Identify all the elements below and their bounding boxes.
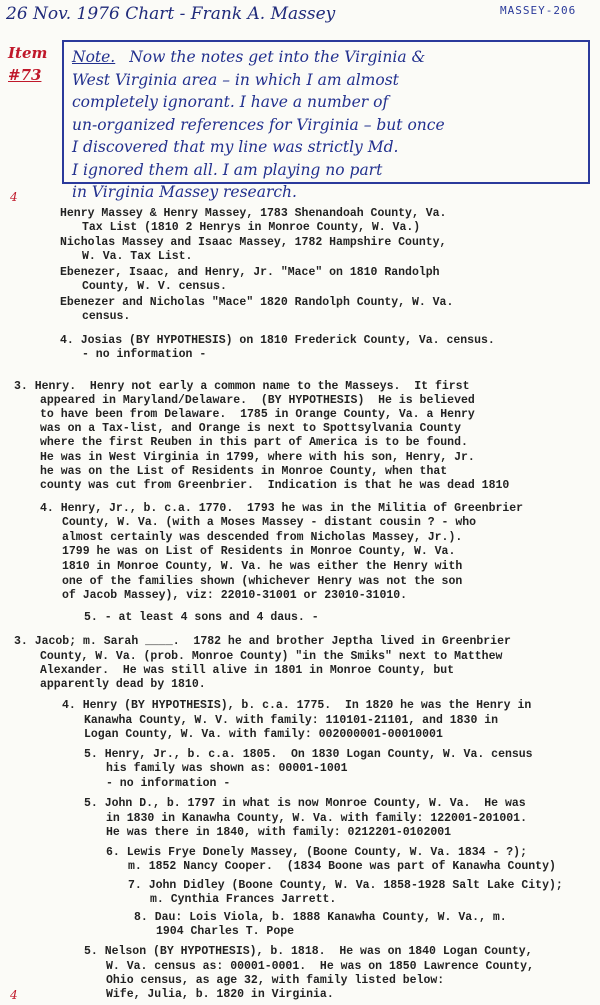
text-line: where the first Reuben in this part of America is to be found. [40, 436, 468, 449]
text-line: 5. Nelson (BY HYPOTHESIS), b. 1818. He was on 1840 Logan County, [84, 945, 533, 958]
page-reference-code: MASSEY-206 [500, 4, 577, 17]
text-line: Kanawha County, W. V. with family: 110101-21101, and 1830 in [84, 714, 499, 727]
text-line: 1810 in Monroe County, W. Va. he was either the Henry with [62, 560, 463, 573]
text-line: 6. Lewis Frye Donely Massey, (Boone County, W. Va. 1834 - ?); [106, 846, 527, 859]
text-line: appeared in Maryland/Delaware. (BY HYPOTHESIS) He is believed [40, 394, 475, 407]
text-line: was on a Tax-list, and Orange is next to Spottsylvania County [40, 422, 461, 435]
text-line: 3. Henry. Henry not early a common name to the Masseys. It first [14, 380, 470, 393]
text-line: Henry Massey & Henry Massey, 1783 Shenandoah County, Va. [60, 207, 447, 220]
margin-mark-bottom: 4 [10, 988, 18, 1002]
handwritten-note [72, 46, 586, 204]
note-line: I ignored them all. I am playing no part [72, 160, 383, 179]
note-line: un-organized references for Virginia – but once [72, 115, 445, 134]
text-line: of Jacob Massey), viz: 22010-31001 or 23010-31010. [62, 589, 408, 602]
note-line: West Virginia area – in which I am almost [72, 70, 399, 89]
text-line: one of the families shown (whichever Henry was not the son [62, 575, 463, 588]
text-line: County, W. V. census. [82, 280, 227, 293]
text-line: Tax List (1810 2 Henrys in Monroe County, W. Va.) [82, 221, 421, 234]
chart-date-heading: 26 Nov. 1976 Chart - Frank A. Massey [6, 4, 336, 24]
text-line: Wife, Julia, b. 1820 in Virginia. [106, 988, 334, 1001]
item-number-label [8, 42, 47, 86]
item-number: #73 [8, 66, 42, 84]
text-line: 4. Henry (BY HYPOTHESIS), b. c.a. 1775. In 1820 he was the Henry in [62, 699, 532, 712]
text-line: county was cut from Greenbrier. Indication is that he was dead 1810 [40, 479, 510, 492]
text-line: 5. Henry, Jr., b. c.a. 1805. On 1830 Logan County, W. Va. census [84, 748, 533, 761]
text-line: 1799 he was on List of Residents in Monroe County, W. Va. [62, 545, 456, 558]
note-label: Note. [72, 48, 116, 66]
text-line: apparently dead by 1810. [40, 678, 206, 691]
text-line: 8. Dau: Lois Viola, b. 1888 Kanawha County, W. Va., m. [134, 911, 507, 924]
text-line: Alexander. He was still alive in 1801 in Monroe County, but [40, 664, 455, 677]
text-line: 5. John D., b. 1797 in what is now Monroe County, W. Va. He was [84, 797, 526, 810]
note-line: in Virginia Massey research. [72, 183, 297, 201]
text-line: - no information - [106, 777, 231, 790]
text-line: 3. Jacob; m. Sarah ____. 1782 he and brother Jeptha lived in Greenbrier [14, 635, 511, 648]
text-line: m. Cynthia Frances Jarrett. [150, 893, 337, 906]
text-line: W. Va. Tax List. [82, 250, 193, 263]
text-line: m. 1852 Nancy Cooper. (1834 Boone was part of Kanawha County) [128, 860, 556, 873]
text-line: 1904 Charles T. Pope [156, 925, 295, 938]
text-line: Ohio census, as age 32, with family listed below: [106, 974, 445, 987]
text-line: he was on the List of Residents in Monroe County, when that [40, 465, 448, 478]
text-line: 4. Josias (BY HYPOTHESIS) on 1810 Frederick County, Va. census. [60, 334, 495, 347]
text-line: He was there in 1840, with family: 0212201-0102001 [106, 826, 452, 839]
text-line: Ebenezer and Nicholas "Mace" 1820 Randolph County, W. Va. [60, 296, 454, 309]
text-line: to have been from Delaware. 1785 in Orange County, Va. a Henry [40, 408, 475, 421]
text-line: He was in West Virginia in 1799, where with his son, Henry, Jr. [40, 451, 475, 464]
text-line: his family was shown as: 00001-1001 [106, 762, 348, 775]
text-line: 7. John Didley (Boone County, W. Va. 1858-1928 Salt Lake City); [128, 879, 563, 892]
text-line: 4. Henry, Jr., b. c.a. 1770. 1793 he was in the Militia of Greenbrier [40, 502, 524, 515]
text-line: 5. - at least 4 sons and 4 daus. - [84, 611, 319, 624]
text-line: Logan County, W. Va. with family: 002000001-00010001 [84, 728, 443, 741]
note-line: completely ignorant. I have a number of [72, 93, 389, 111]
note-line: I discovered that my line was strictly Md. [72, 138, 399, 156]
text-line: in 1830 in Kanawha County, W. Va. with family: 122001-201001. [106, 812, 527, 825]
text-line: County, W. Va. (with a Moses Massey - distant cousin ? - who [62, 516, 477, 529]
text-line: - no information - [82, 348, 207, 361]
item-word: Item [8, 44, 48, 62]
text-line: W. Va. census as: 00001-0001. He was on 1850 Lawrence County, [106, 960, 534, 973]
text-line: Nicholas Massey and Isaac Massey, 1782 Hampshire County, [60, 236, 447, 249]
text-line: County, W. Va. (prob. Monroe County) "in the Smiks" next to Matthew [40, 650, 503, 663]
margin-mark-top: 4 [10, 190, 18, 204]
text-line: almost certainly was descended from Nicholas Massey, Jr.). [62, 531, 463, 544]
text-line: census. [82, 310, 131, 323]
note-line: Note. Now the notes get into the Virginia & [72, 48, 426, 66]
text-line: Ebenezer, Isaac, and Henry, Jr. "Mace" on 1810 Randolph [60, 266, 440, 279]
